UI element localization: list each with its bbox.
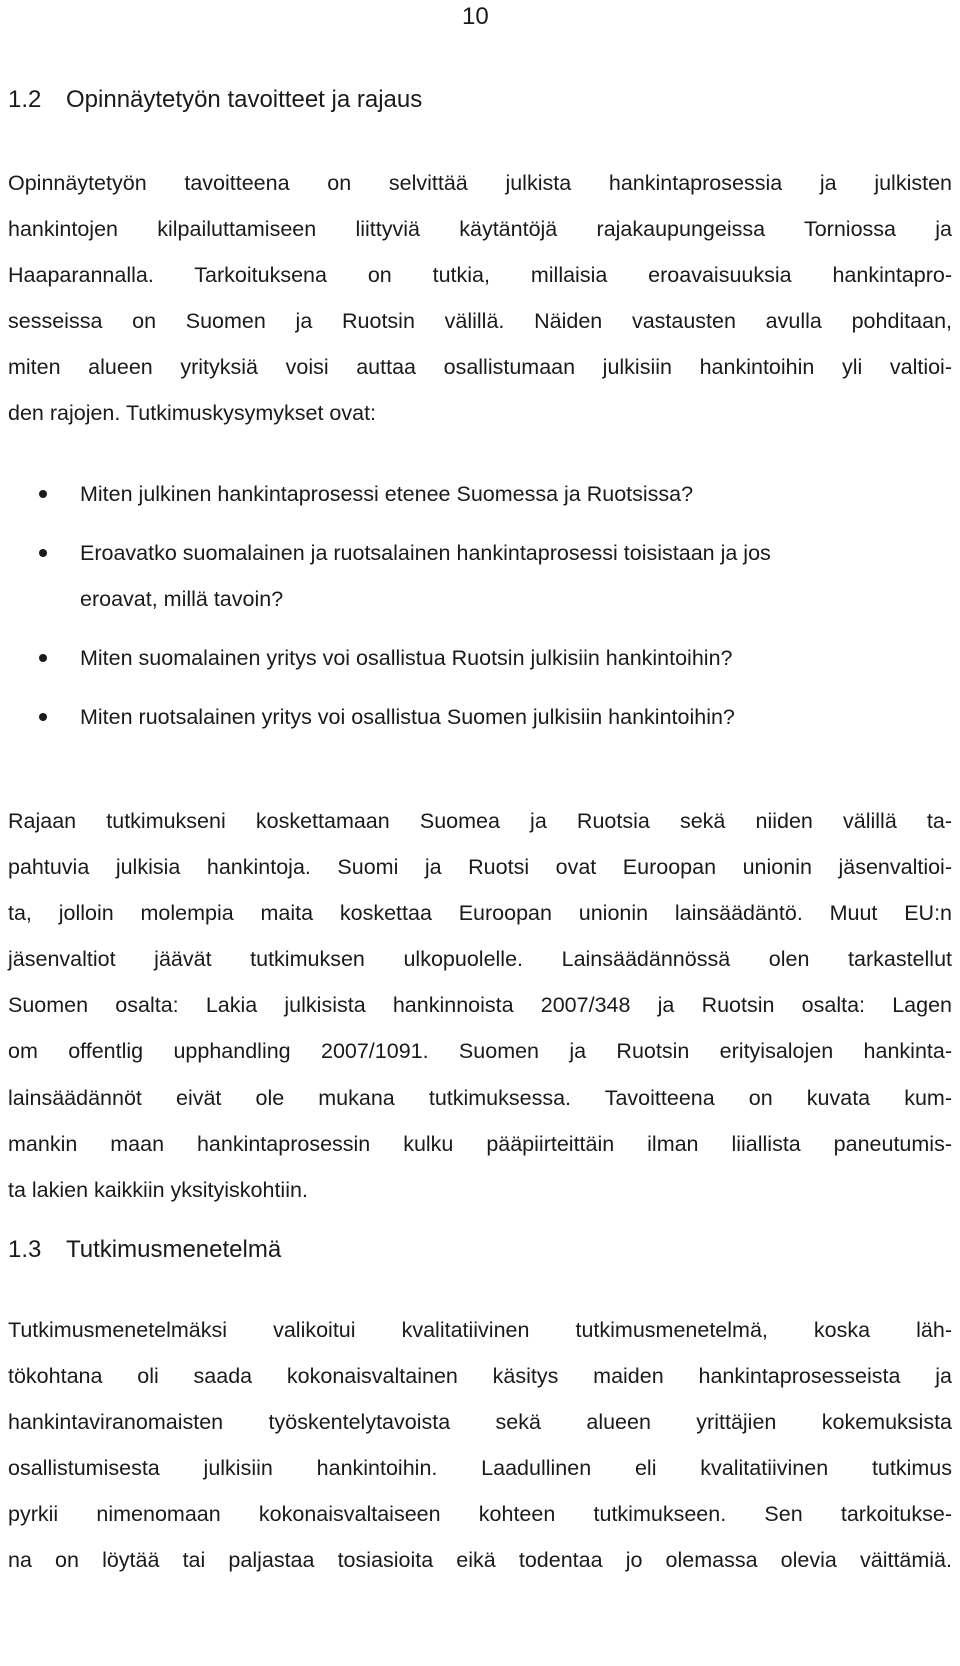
text-line: mankin maan hankintaprosessin kulku pääpiirteittäin ilman liiallista paneutumis- xyxy=(8,1131,952,1156)
text-line: miten alueen yrityksiä voisi auttaa osallistumaan julkisiin hankintoihin yli valtioi- xyxy=(8,355,952,380)
question-text: eroavat, millä tavoin? xyxy=(80,587,284,612)
bullet-icon xyxy=(39,490,47,498)
text-line: den rajojen. Tutkimuskysymykset ovat: xyxy=(8,401,377,426)
text-line: ta lakien kaikkiin yksityiskohtiin. xyxy=(8,1177,308,1202)
text-line: tökohtana oli saada kokonaisvaltainen käsitys maiden hankintaprosesseista ja xyxy=(8,1364,952,1389)
question-text: Miten ruotsalainen yritys voi osallistua Suomen julkisiin hankintoihin? xyxy=(80,705,735,730)
text-line: Suomen osalta: Lakia julkisista hankinnoista 2007/348 ja Ruotsin osalta: Lagen xyxy=(8,993,952,1018)
question-text: Miten suomalainen yritys voi osallistua Ruotsin julkisiin hankintoihin? xyxy=(80,646,733,671)
text-line: lainsäädännöt eivät ole mukana tutkimuksessa. Tavoitteena on kuvata kum- xyxy=(8,1085,952,1110)
text-line: Opinnäytetyön tavoitteena on selvittää julkista hankintaprosessia ja julkisten xyxy=(8,171,952,195)
scope-paragraph xyxy=(8,798,952,1213)
text-line: osallistumisesta julkisiin hankintoihin. Laadullinen eli kvalitatiivinen tutkimus xyxy=(8,1456,952,1481)
list-item xyxy=(0,635,940,681)
bullet-icon xyxy=(39,713,47,721)
list-item xyxy=(0,471,940,517)
text-line: Rajaan tutkimukseni koskettamaan Suomea ja Ruotsia sekä niiden välillä ta- xyxy=(8,809,952,833)
text-line: jäsenvaltiot jäävät tutkimuksen ulkopuolelle. Lainsäädännössä olen tarkastellut xyxy=(8,947,952,972)
page-number: 10 xyxy=(462,3,489,30)
section-heading-1-2 xyxy=(8,84,422,116)
list-item xyxy=(0,530,940,622)
section-title: Opinnäytetyön tavoitteet ja rajaus xyxy=(66,86,423,113)
list-item xyxy=(0,694,940,740)
text-line: hankintojen kilpailuttamiseen liittyviä käytäntöjä rajakaupungeissa Torniossa ja xyxy=(8,217,952,242)
text-line: Tutkimusmenetelmäksi valikoitui kvalitatiivinen tutkimusmenetelmä, koska läh- xyxy=(8,1318,952,1342)
bullet-icon xyxy=(39,549,47,557)
question-text: Miten julkinen hankintaprosessi etenee Suomessa ja Ruotsissa? xyxy=(80,482,694,506)
research-questions-list xyxy=(0,471,960,753)
bullet-icon xyxy=(39,654,47,662)
question-text: Eroavatko suomalainen ja ruotsalainen hankintaprosessi toisistaan ja jos xyxy=(80,541,771,566)
text-line: om offentlig upphandling 2007/1091. Suomen ja Ruotsin erityisalojen hankinta- xyxy=(8,1039,952,1064)
text-line: pyrkii nimenomaan kokonaisvaltaiseen kohteen tutkimukseen. Sen tarkoitukse- xyxy=(8,1502,952,1527)
text-line: ta, jolloin molempia maita koskettaa Euroopan unionin lainsäädäntö. Muut EU:n xyxy=(8,901,952,926)
section-number: 1.3 xyxy=(8,1236,42,1263)
text-line: hankintaviranomaisten työskentelytavoista sekä alueen yrittäjien kokemuksista xyxy=(8,1410,952,1435)
section-title: Tutkimusmenetelmä xyxy=(66,1236,282,1263)
intro-paragraph xyxy=(8,160,952,437)
section-number: 1.2 xyxy=(8,86,42,113)
text-line: na on löytää tai paljastaa tosiasioita eikä todentaa jo olemassa olevia väittämiä. xyxy=(8,1548,952,1573)
text-line: pahtuvia julkisia hankintoja. Suomi ja Ruotsi ovat Euroopan unionin jäsenvaltioi- xyxy=(8,855,952,880)
text-line: Haaparannalla. Tarkoituksena on tutkia, millaisia eroavaisuuksia hankintapro- xyxy=(8,263,952,288)
section-heading-1-3 xyxy=(8,1234,281,1266)
method-paragraph xyxy=(8,1307,952,1584)
text-line: sesseissa on Suomen ja Ruotsin välillä. Näiden vastausten avulla pohditaan, xyxy=(8,309,952,334)
